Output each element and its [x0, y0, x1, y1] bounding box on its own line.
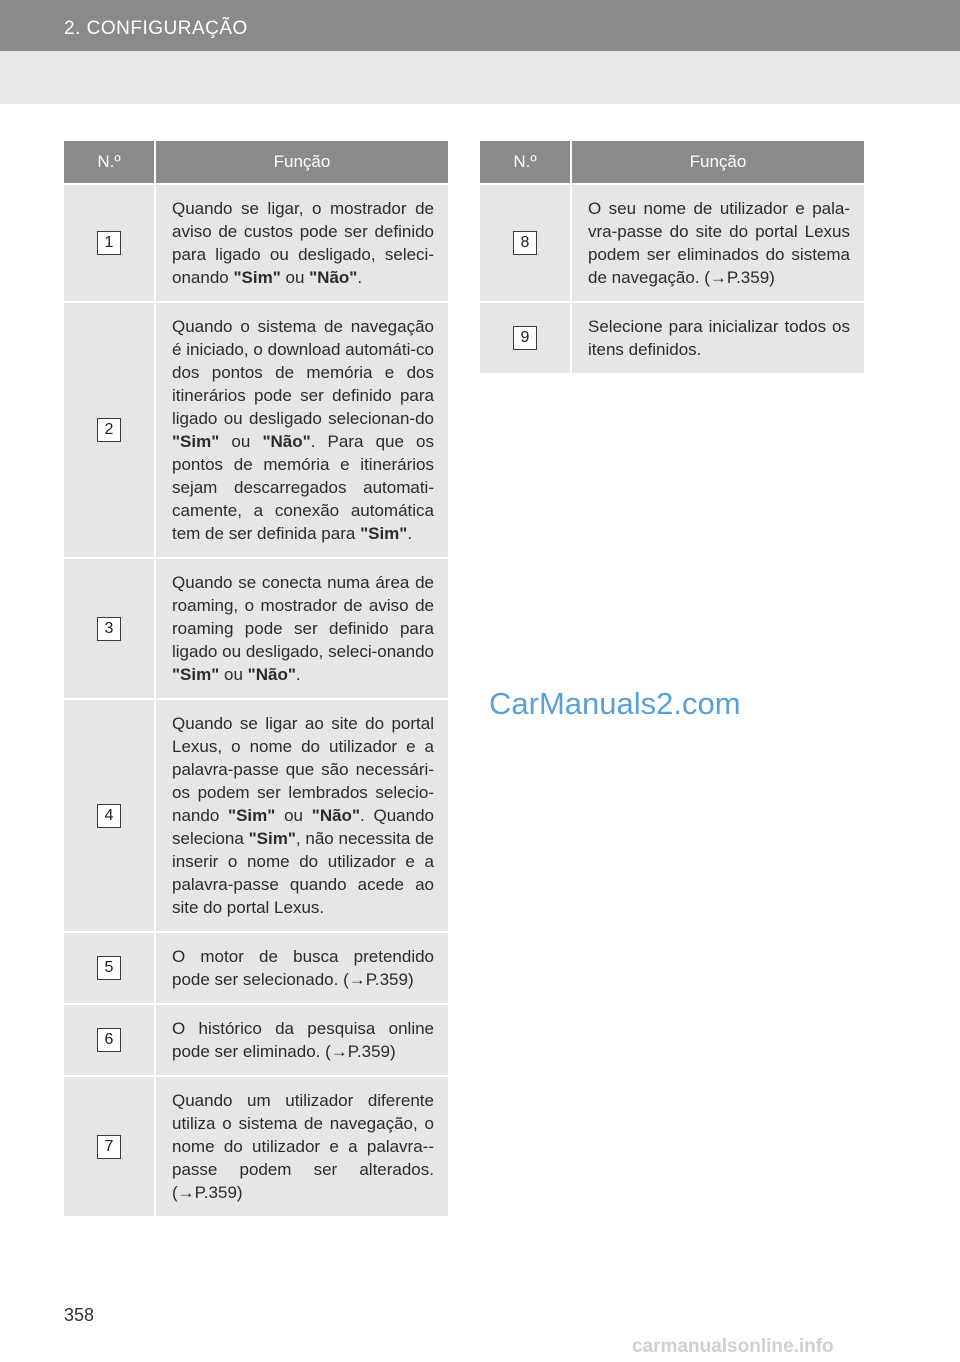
table-row — [480, 184, 864, 302]
table-row — [64, 699, 448, 932]
item-number-box: 9 — [513, 326, 537, 350]
option-label: "Não" — [309, 268, 358, 287]
footer-watermark: carmanualsonline.info — [632, 1336, 834, 1357]
header-bar — [0, 0, 960, 51]
description-text: Quando se ligar ao site do portal Lexus, o nome do utilizador e a palavra-passe que são necessári-os podem ser lembrados selecio-nando — [172, 714, 434, 825]
description-text: ou — [280, 268, 310, 287]
row-description-cell — [571, 302, 864, 373]
row-description-cell — [155, 1004, 448, 1076]
row-description-cell — [155, 302, 448, 558]
table-row — [64, 302, 448, 558]
description-text: ou — [219, 665, 248, 684]
item-number-box: 6 — [97, 1028, 121, 1052]
table-header-row — [64, 141, 448, 184]
row-number-cell — [64, 1076, 155, 1216]
item-number-box: 7 — [97, 1135, 121, 1159]
description-text: . Para que os pontos de memória e itinerários sejam descarregados automati-camente, a conexão automática tem de ser definida para — [172, 432, 434, 543]
option-label: "Sim" — [172, 665, 220, 684]
row-number-cell — [480, 302, 571, 373]
description-text: . Quando seleciona — [172, 806, 434, 848]
description-text: . — [407, 524, 413, 543]
description-text: Selecione para inicializar todos os itens definidos. — [588, 317, 850, 359]
option-label: "Sim" — [172, 432, 220, 451]
row-number-cell — [480, 184, 571, 302]
item-number-box: 3 — [97, 617, 121, 641]
option-label: "Sim" — [233, 268, 281, 287]
row-description-cell — [155, 184, 448, 302]
watermark-logo: CarManuals2.com — [489, 686, 741, 721]
description-text: . — [357, 268, 363, 287]
description-text: O seu nome de utilizador e pala-vra-passe do site do portal Lexus podem ser eliminados do sistema de navegação. (→P.359) — [588, 199, 850, 287]
table-row — [64, 184, 448, 302]
page-number: 358 — [64, 1305, 95, 1325]
section-title: 2. CONFIGURAÇÃO — [64, 18, 248, 39]
description-text: ou — [275, 806, 312, 825]
function-table-right — [480, 141, 864, 373]
row-description-cell — [571, 184, 864, 302]
row-description-cell — [155, 1076, 448, 1216]
row-description-cell — [155, 699, 448, 932]
row-description-cell — [155, 932, 448, 1004]
option-label: "Não" — [247, 665, 296, 684]
item-number-box: 8 — [513, 231, 537, 255]
item-number-box: 2 — [97, 418, 121, 442]
row-number-cell — [64, 558, 155, 699]
table-row — [64, 1076, 448, 1216]
row-number-cell — [64, 184, 155, 302]
description-text: Quando um utilizador diferente utiliza o sistema de navegação, o nome do utilizador e a palavra--passe podem ser alterados. (→P.359) — [172, 1091, 434, 1202]
table-row — [64, 932, 448, 1004]
description-text: ou — [219, 432, 263, 451]
description-text: , não necessita de inserir o nome do utilizador e a palavra-passe quando acede ao site do portal Lexus. — [172, 829, 434, 917]
row-number-cell — [64, 302, 155, 558]
function-table-left — [64, 141, 448, 1216]
option-label: "Não" — [262, 432, 311, 451]
row-number-cell — [64, 1004, 155, 1076]
table-row — [64, 558, 448, 699]
row-number-cell — [64, 932, 155, 1004]
table-header-row — [480, 141, 864, 184]
row-number-cell — [64, 699, 155, 932]
item-number-box: 5 — [97, 956, 121, 980]
row-description-cell — [155, 558, 448, 699]
column-header-number: N.º — [480, 141, 571, 184]
description-text: Quando se conecta numa área de roaming, o mostrador de aviso de roaming pode ser definido para ligado ou desligado, seleci-onando — [172, 573, 434, 661]
column-header-number: N.º — [64, 141, 155, 184]
description-text: O motor de busca pretendido pode ser selecionado. (→P.359) — [172, 947, 434, 989]
description-text: Quando se ligar, o mostrador de aviso de custos pode ser definido para ligado ou desligado, seleci-onando — [172, 199, 434, 287]
item-number-box: 4 — [97, 804, 121, 828]
column-header-function: Função — [571, 141, 864, 184]
item-number-box: 1 — [97, 231, 121, 255]
option-label: "Sim" — [228, 806, 276, 825]
description-text: O histórico da pesquisa online pode ser eliminado. (→P.359) — [172, 1019, 434, 1061]
option-label: "Não" — [311, 806, 361, 825]
description-text: . — [295, 665, 301, 684]
column-header-function: Função — [155, 141, 448, 184]
option-label: "Sim" — [360, 524, 408, 543]
description-text: Quando o sistema de navegação é iniciado, o download automáti-co dos pontos de memória e dos itinerários pode ser definido para ligado ou desligado selecionan-do — [172, 317, 434, 428]
table-row — [64, 1004, 448, 1076]
table-row — [480, 302, 864, 373]
option-label: "Sim" — [248, 829, 296, 848]
